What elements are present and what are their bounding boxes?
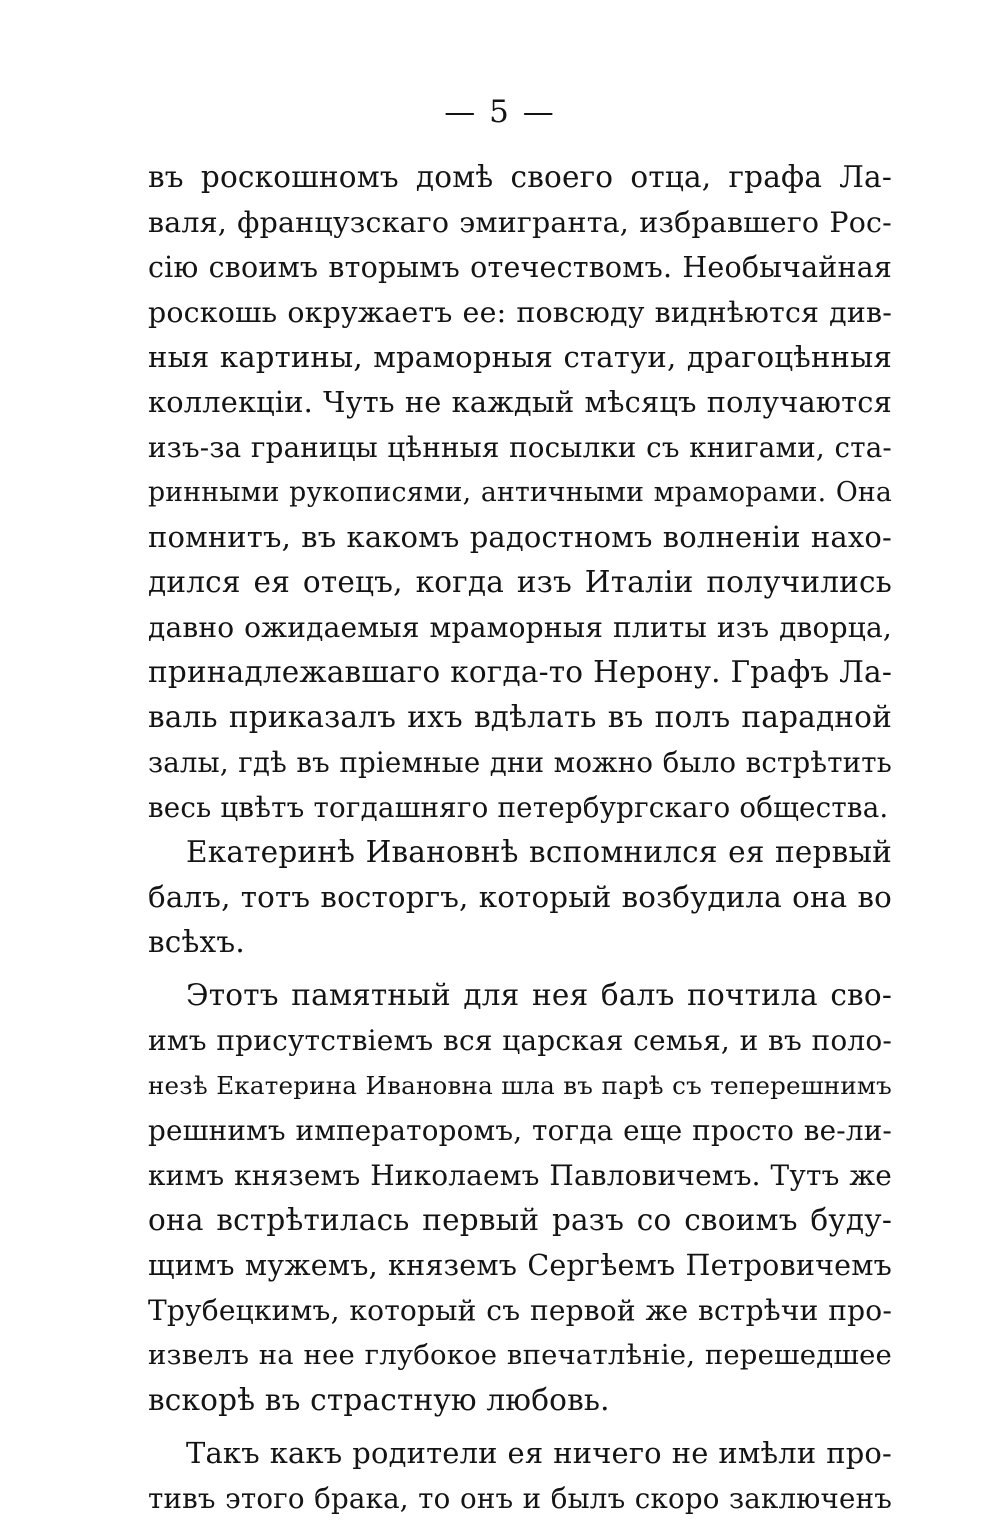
text-line: изъ-за границы цѣнныя посылки съ книгами, ста- bbox=[148, 431, 892, 464]
text-line: щимъ мужемъ, княземъ Сергѣемъ Петровичемъ bbox=[148, 1248, 892, 1282]
text-line: ринными рукописями, античными мраморами. Она bbox=[148, 477, 892, 508]
text-line: извелъ на нее глубокое впечатлѣніе, перешедшее bbox=[148, 1339, 892, 1371]
paragraph-gap bbox=[148, 1423, 892, 1431]
text-line: Трубецкимъ, который съ первой же встрѣчи про- bbox=[148, 1294, 892, 1327]
text-line: роскошь окружаетъ ее: повсюду виднѣются див- bbox=[148, 296, 892, 329]
paragraph-2 bbox=[148, 830, 892, 965]
paragraph-4 bbox=[148, 1431, 892, 1521]
text-line: кимъ княземъ Николаемъ Павловичемъ. Тутъ же bbox=[148, 1159, 892, 1192]
page-number: — 5 — bbox=[444, 94, 556, 130]
text-line: валя, французскаго эмигранта, избравшего Рос- bbox=[148, 206, 892, 239]
text-line: ныя картины, мраморныя статуи, драгоцѣнныя bbox=[148, 340, 892, 374]
paragraph-gap bbox=[148, 965, 892, 973]
paragraph-3 bbox=[148, 973, 892, 1423]
text-line: залы, гдѣ въ пріемные дни можно было встрѣтить bbox=[148, 746, 892, 779]
text-line: она встрѣтилась первый разъ со своимъ буду- bbox=[148, 1203, 892, 1237]
text-line: всѣхъ. bbox=[148, 925, 245, 959]
text-line: весь цвѣтъ тогдашняго петербургскаго общества. bbox=[148, 791, 889, 824]
text-line: принадлежавшаго когда-то Нерону. Графъ Ла- bbox=[148, 655, 892, 689]
text-line: решнимъ императоромъ, тогда еще просто ве-ли- bbox=[148, 1114, 892, 1147]
text-line: дился ея отецъ, когда изъ Италіи получились bbox=[148, 565, 892, 599]
text-line: вскорѣ въ страстную любовь. bbox=[148, 1383, 610, 1417]
text-line: помнитъ, въ какомъ радостномъ волненіи нахо- bbox=[148, 520, 892, 554]
page-text-body bbox=[148, 155, 892, 1521]
paragraph-1 bbox=[148, 155, 892, 830]
text-line: Этотъ памятный для нея балъ почтила сво- bbox=[186, 978, 892, 1012]
text-line: балъ, тотъ восторгъ, который возбудила она во bbox=[148, 880, 892, 914]
text-line: незѣ Екатерина Ивановна шла въ парѣ съ теперешнимъ bbox=[148, 1071, 892, 1100]
text-line: Такъ какъ родители ея ничего не имѣли про- bbox=[186, 1436, 892, 1470]
text-line: тивъ этого брака, то онъ и былъ скоро заключенъ bbox=[148, 1482, 892, 1515]
text-line: Екатеринѣ Ивановнѣ вспомнился ея первый bbox=[186, 835, 892, 869]
text-line: коллекціи. Чуть не каждый мѣсяцъ получаются bbox=[148, 385, 892, 419]
text-line: валь приказалъ ихъ вдѣлать въ полъ парадной bbox=[148, 700, 892, 734]
text-line: сію своимъ вторымъ отечествомъ. Необычайная bbox=[148, 251, 892, 284]
text-line: въ роскошномъ домѣ своего отца, графа Ла- bbox=[148, 160, 892, 194]
text-line: имъ присутствіемъ вся царская семья, и въ поло- bbox=[148, 1024, 892, 1057]
text-line: давно ожидаемыя мраморныя плиты изъ дворца, bbox=[148, 611, 892, 644]
